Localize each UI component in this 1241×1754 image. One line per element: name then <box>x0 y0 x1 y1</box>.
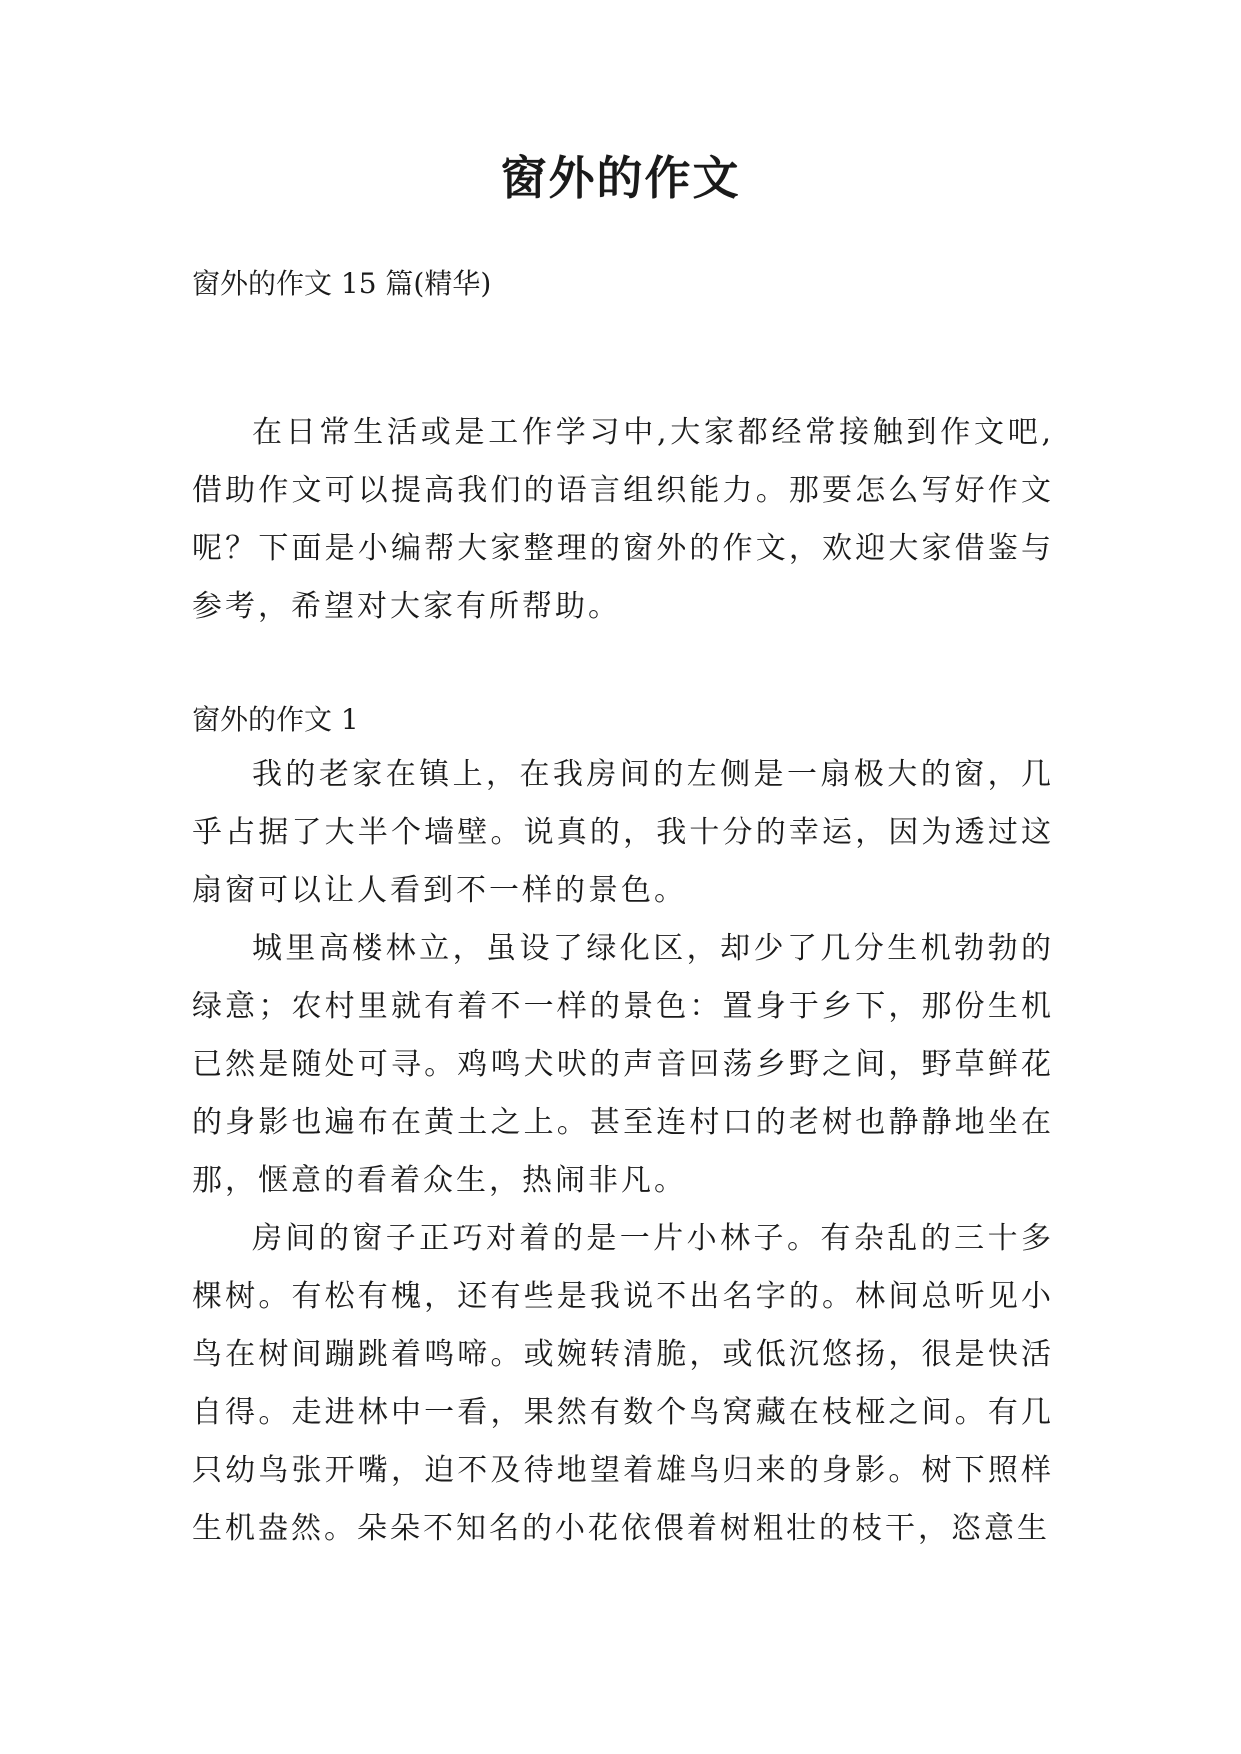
body-paragraph: 城里高楼林立，虽设了绿化区，却少了几分生机勃勃的绿意；农村里就有着不一样的景色：置身于乡下，那份生机已然是随处可寻。鸡鸣犬吠的声音回荡乡野之间，野草鲜花的身影也遍布在黄土之上。甚至连村口的老树也静静地坐在那，惬意的看着众生，热闹非凡。 <box>192 931 1054 1198</box>
section-heading: 窗外的作文 1 <box>192 703 359 736</box>
document-subtitle: 窗外的作文 15 篇(精华) <box>192 267 492 300</box>
document-title: 窗外的作文 <box>500 151 741 205</box>
section-body <box>192 746 1054 1558</box>
body-paragraph: 房间的窗子正巧对着的是一片小林子。有杂乱的三十多棵树。有松有槐，还有些是我说不出名字的。林间总听见小鸟在树间蹦跳着鸣啼。或婉转清脆，或低沉悠扬，很是快活自得。走进林中一看，果然有数个鸟窝藏在枝桠之间。有几只幼鸟张开嘴，迫不及待地望着雄鸟归来的身影。树下照样生机盎然。朵朵不知名的小花依偎着树粗壮的枝干，恣意生 <box>192 1221 1054 1546</box>
intro-block <box>192 404 1054 636</box>
intro-paragraph: 在日常生活或是工作学习中,大家都经常接触到作文吧,借助作文可以提高我们的语言组织能力。那要怎么写好作文呢？下面是小编帮大家整理的窗外的作文，欢迎大家借鉴与参考，希望对大家有所帮助。 <box>192 415 1054 624</box>
body-paragraph: 我的老家在镇上，在我房间的左侧是一扇极大的窗，几乎占据了大半个墙壁。说真的，我十分的幸运，因为透过这扇窗可以让人看到不一样的景色。 <box>192 757 1054 908</box>
